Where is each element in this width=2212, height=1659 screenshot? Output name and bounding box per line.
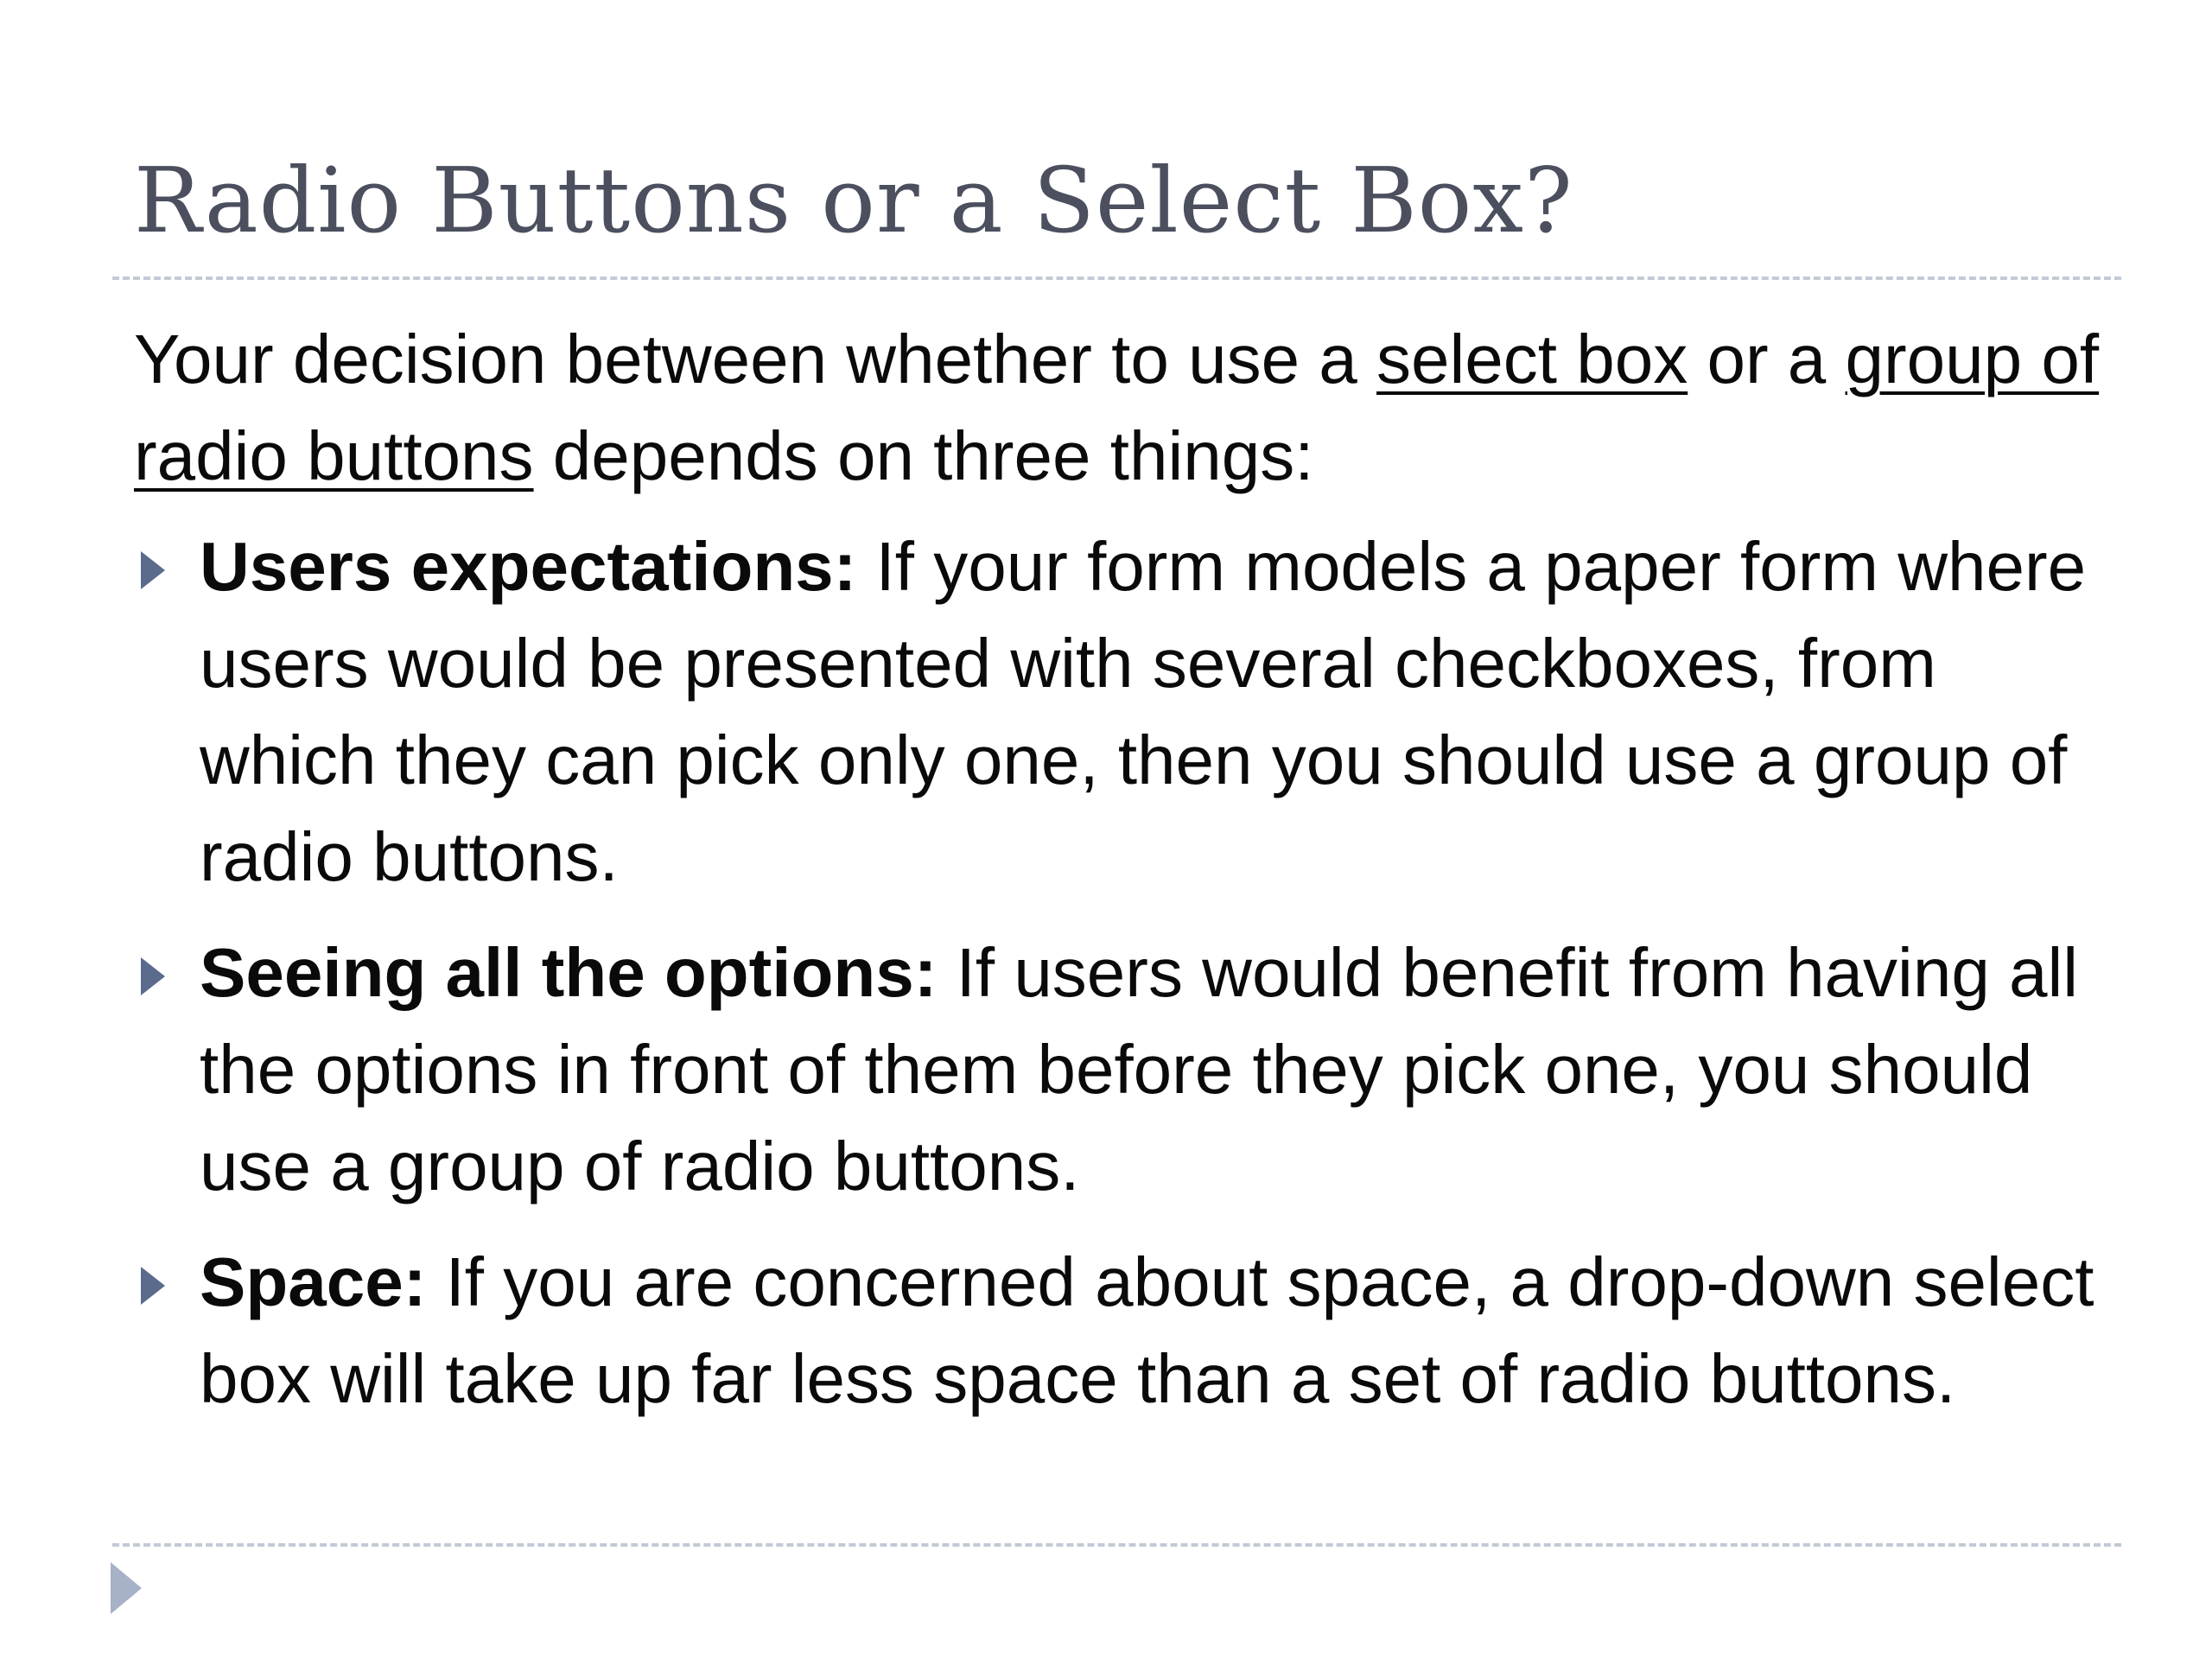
radio-group-link[interactable]: group of radio buttons <box>134 321 2100 494</box>
bullet-space <box>134 1234 2121 1427</box>
bullet-seeing-all-options <box>134 925 2121 1215</box>
slide-body <box>134 311 2121 1446</box>
bullet-text: If you are concerned about space, a drop-down select box will take up far less space than a set of radio buttons. <box>200 1243 2094 1417</box>
bullet-text: If users would benefit from having all the options in front of them before they pick one, you should use a group of radio buttons. <box>200 934 2079 1205</box>
triangle-right-icon <box>141 957 165 995</box>
bullet-heading: Space: <box>200 1243 427 1320</box>
triangle-right-icon <box>141 1267 165 1305</box>
intro-text-middle: or a <box>1688 321 1846 397</box>
select-box-link[interactable]: select box <box>1376 321 1688 397</box>
intro-text-start: Your decision between whether to use a <box>134 321 1377 397</box>
bullet-users-expectations <box>134 518 2121 906</box>
triangle-right-icon <box>141 551 165 589</box>
bullet-heading: Users expectations: <box>200 528 857 605</box>
title-divider <box>112 276 2121 280</box>
intro-text-end: depends on three things: <box>533 417 1314 494</box>
bullet-list <box>134 518 2121 1427</box>
bullet-text: If your form models a paper form where users would be presented with several checkboxes, from which they can pick only one, then you should use a group of radio buttons. <box>200 528 2087 895</box>
bullet-heading: Seeing all the options: <box>200 934 938 1011</box>
triangle-right-icon <box>111 1562 142 1614</box>
intro-paragraph <box>134 311 2121 505</box>
slide-title: Radio Buttons or a Select Box? <box>134 148 1573 253</box>
footer-divider <box>112 1543 2121 1547</box>
